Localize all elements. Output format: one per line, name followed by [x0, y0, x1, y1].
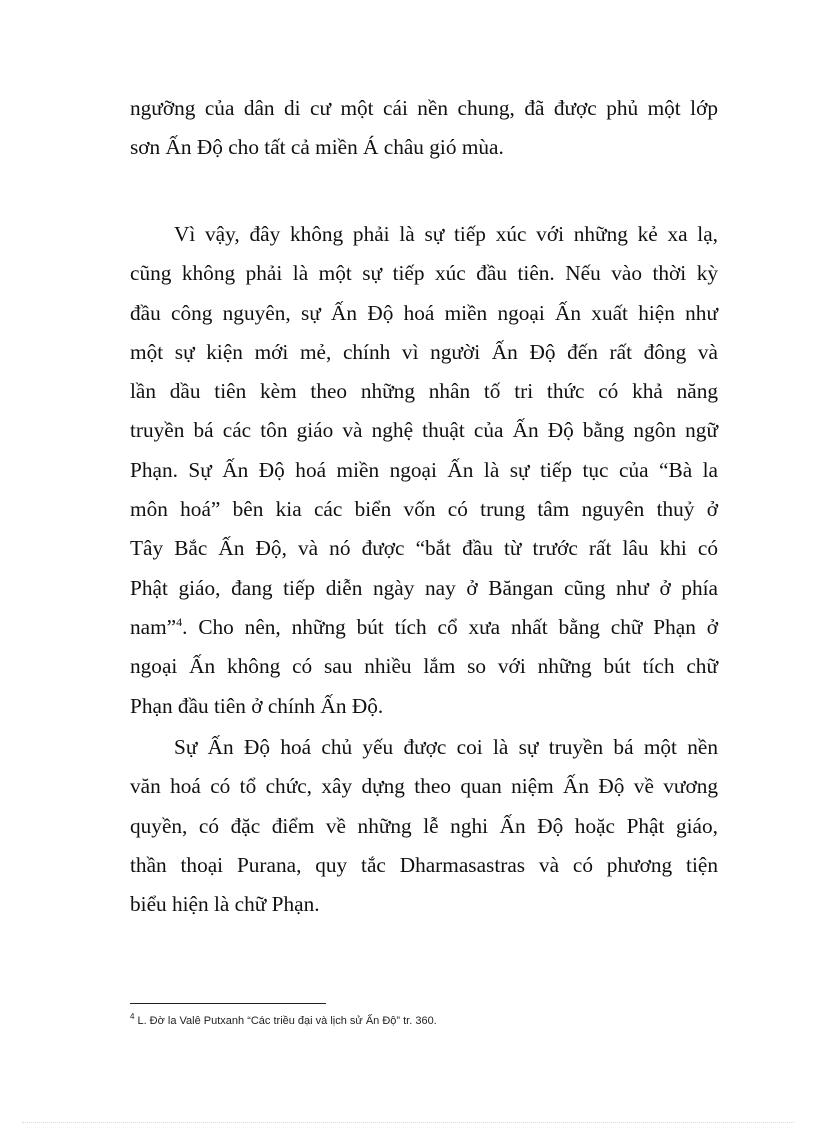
- line-text-before-ref: nam”: [130, 614, 177, 639]
- paragraph-2: [130, 215, 718, 726]
- paragraph-line: văn hoá có tổ chức, xây dựng theo quan niệm Ấn Độ về vương: [130, 774, 718, 799]
- paragraph-line: lần dầu tiên kèm theo những nhân tố tri thức có khả năng: [130, 379, 718, 404]
- footnote-text: L. Đờ la Valê Putxanh “Các triều đại và lịch sử Ấn Độ” tr. 360.: [137, 1015, 437, 1027]
- paragraph-line: quyền, có đặc điểm về những lễ nghi Ấn Độ hoặc Phật giáo,: [130, 813, 718, 838]
- paragraph-line: môn hoá” bên kia các biển vốn có trung tâm nguyên thuỷ ở: [130, 497, 718, 522]
- footnote-separator: [130, 1003, 326, 1004]
- paragraph-line: thần thoại Purana, quy tắc Dharmasastras và có phương tiện: [130, 852, 718, 877]
- paragraph-line: Vì vậy, đây không phải là sự tiếp xúc với những kẻ xa lạ,: [174, 222, 718, 246]
- paragraph-line: sơn Ấn Độ cho tất cả miền Á châu gió mùa.: [130, 135, 504, 160]
- paragraph-1: [130, 89, 718, 168]
- paragraph-line-with-footnote-ref: [130, 608, 718, 647]
- paragraph-line: biểu hiện là chữ Phạn.: [130, 892, 320, 917]
- paragraph-line: cũng không phải là một sự tiếp xúc đầu tiên. Nếu vào thời kỳ: [130, 261, 718, 286]
- paragraph-line: truyền bá các tôn giáo và nghệ thuật của Ấn Độ bằng ngôn ngữ: [130, 418, 718, 443]
- paragraph-3: [130, 728, 718, 924]
- paragraph-line: Phạn đầu tiên ở chính Ấn Độ.: [130, 693, 384, 718]
- paragraph-line: ngoại Ấn không có sau nhiều lắm so với những bút tích chữ: [130, 654, 718, 679]
- footnote-number: 4: [130, 1012, 135, 1022]
- footnote: [130, 1014, 437, 1028]
- paragraph-line: Phạn. Sự Ấn Độ hoá miền ngoại Ấn là sự tiếp tục của “Bà la: [130, 457, 718, 482]
- paragraph-line: Sự Ấn Độ hoá chủ yếu được coi là sự truyền bá một nền: [174, 735, 718, 759]
- paragraph-line: đầu công nguyên, sự Ấn Độ hoá miền ngoại Ấn xuất hiện như: [130, 300, 718, 325]
- paragraph-line: một sự kiện mới mẻ, chính vì người Ấn Độ đến rất đông và: [130, 339, 718, 364]
- footnote-reference[interactable]: 4: [176, 614, 183, 629]
- line-text-after-ref: . Cho nên, những bút tích cổ xưa nhất bằng chữ Phạn ở: [182, 614, 718, 639]
- paragraph-line: ngưỡng của dân di cư một cái nền chung, đã được phủ một lớp: [130, 96, 718, 120]
- paragraph-line: Tây Bắc Ấn Độ, và nó được “bắt đầu từ trước rất lâu khi có: [130, 536, 718, 561]
- paragraph-line: Phật giáo, đang tiếp diễn ngày nay ở Băngan cũng như ở phía: [130, 575, 718, 600]
